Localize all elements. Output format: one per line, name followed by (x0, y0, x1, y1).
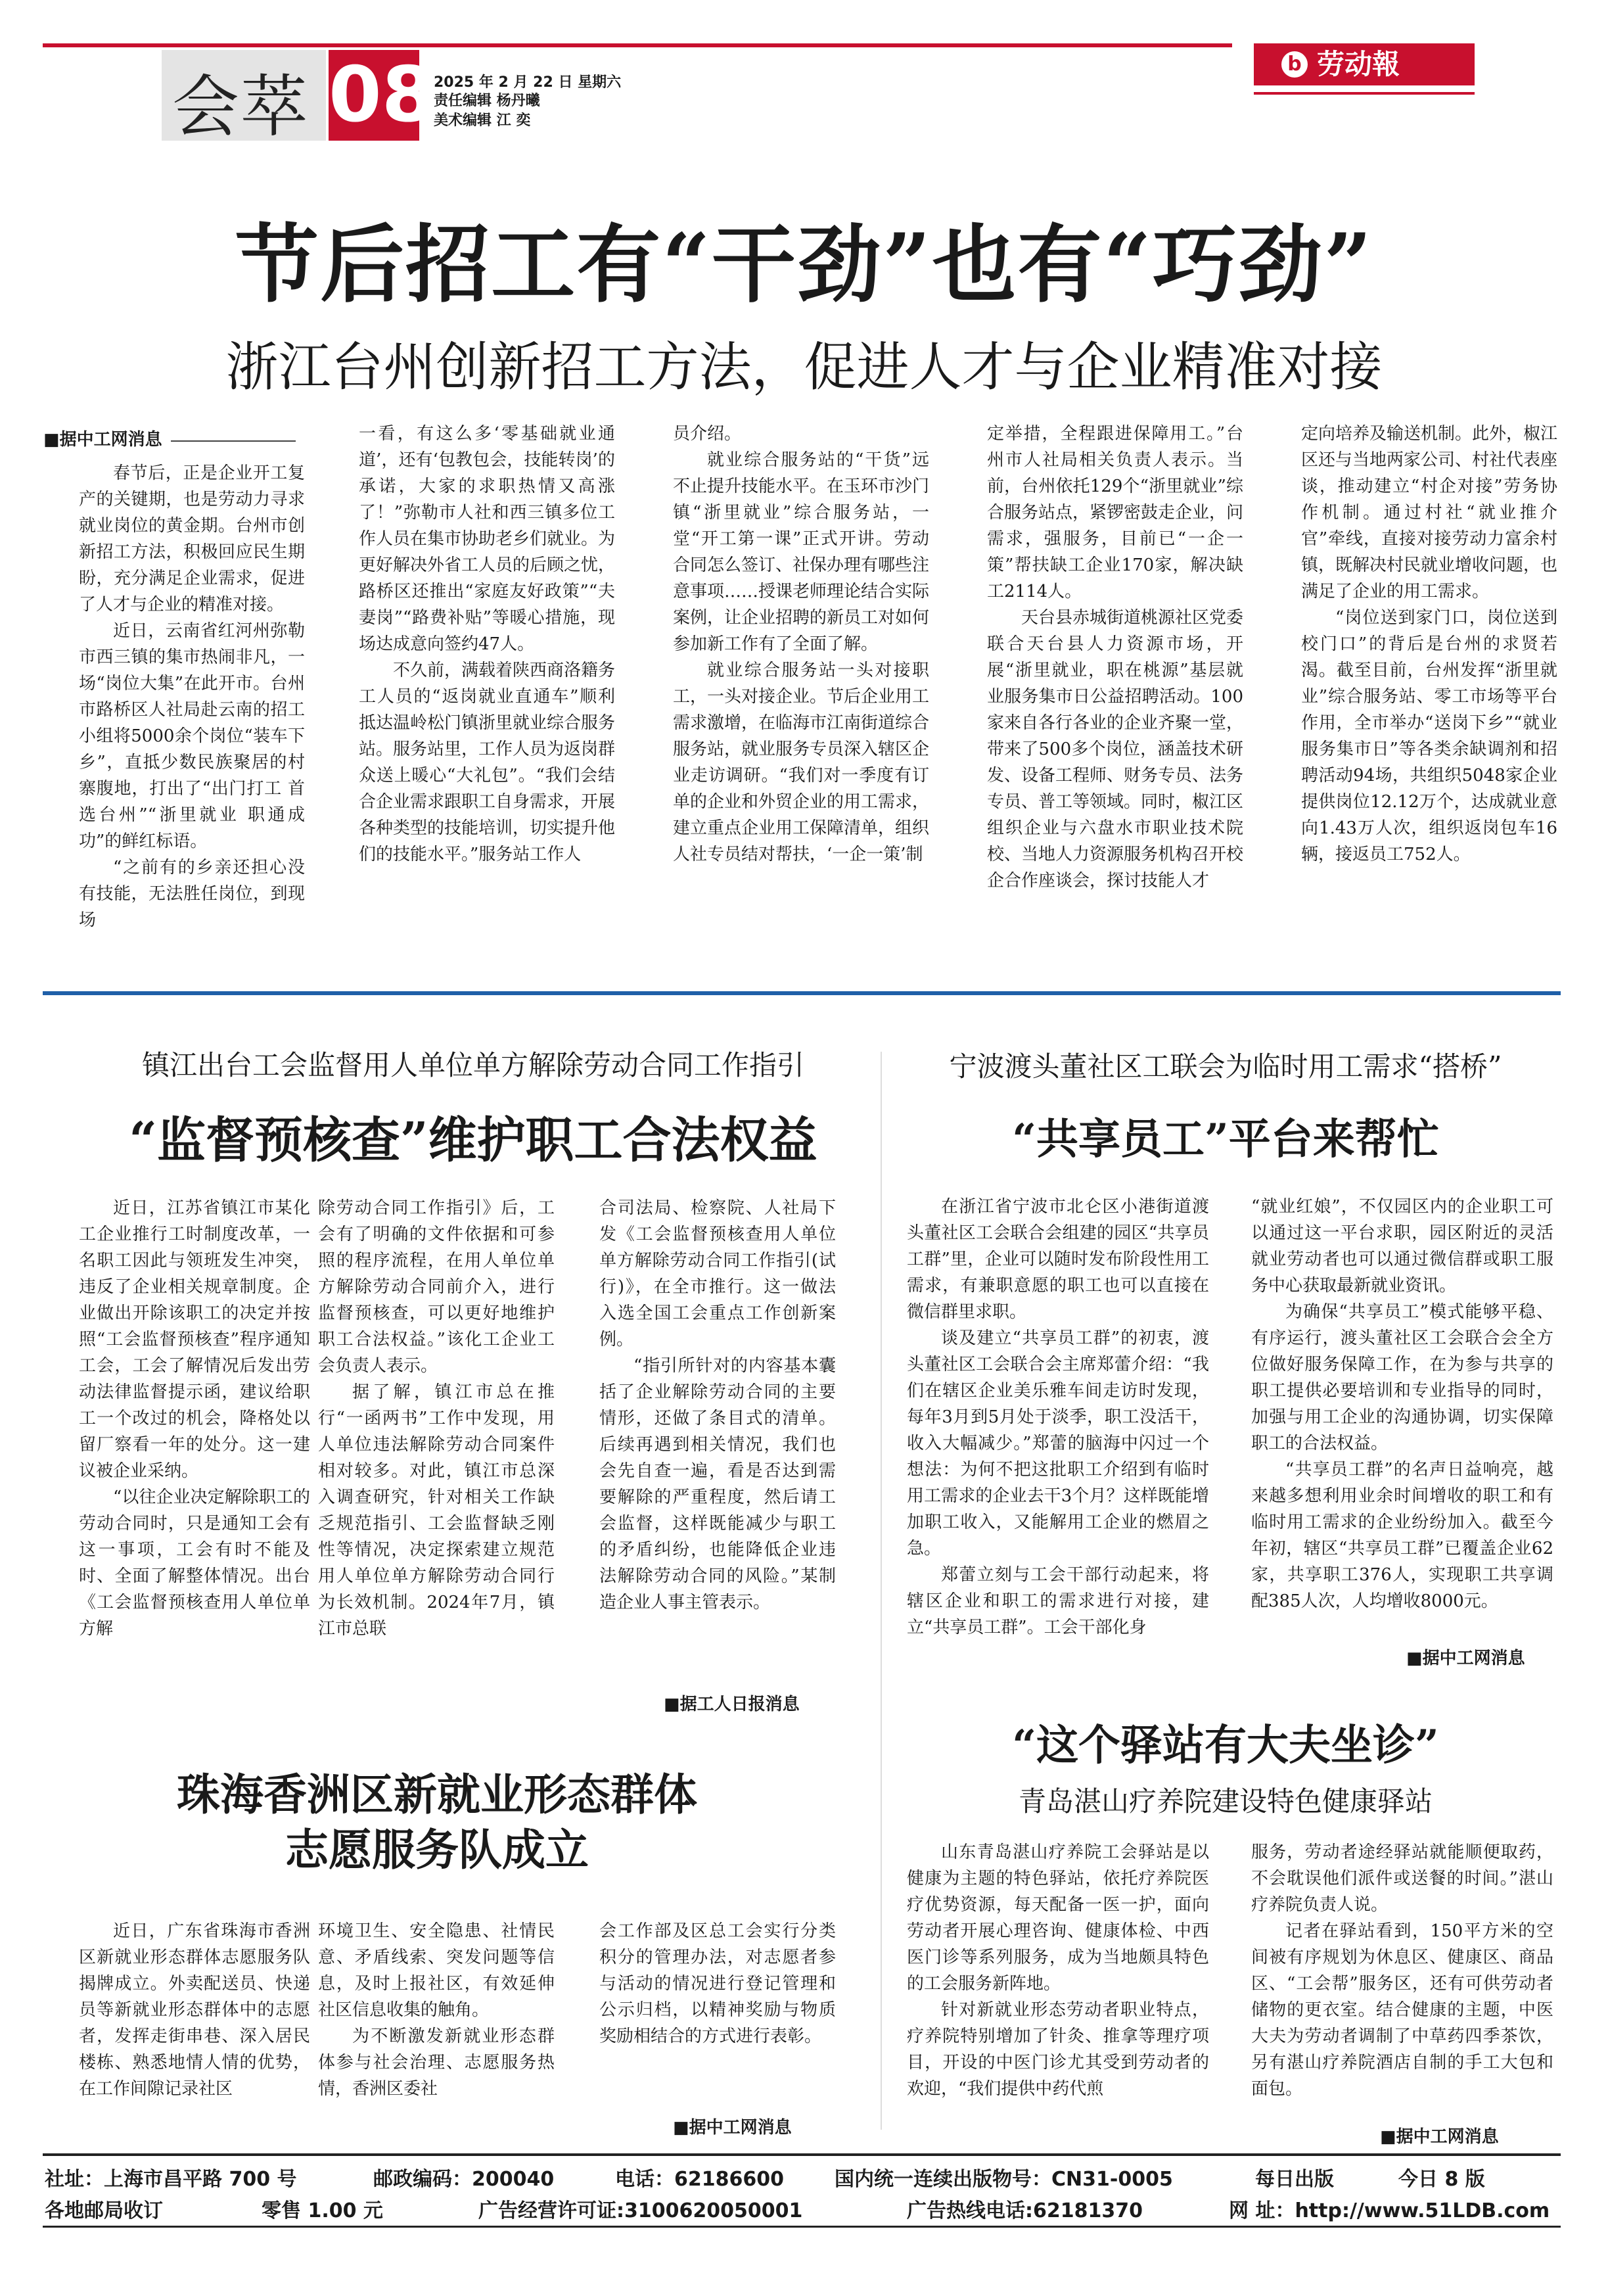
zhuhai-title-line-1: 珠海香洲区新就业形态群体 (177, 1769, 697, 1820)
footer-subscription: 各地邮局收订 (45, 2199, 163, 2222)
footer-ad-hotline: 广告热线电话:62181370 (907, 2199, 1143, 2222)
art-editor-credit: 美术编辑 江 奕 (434, 112, 531, 129)
lead-source: ■据中工网消息 (43, 430, 162, 450)
paragraph: 春节后，正是企业开工复产的关键期，也是劳动力寻求就业岗位的黄金期。台州市创新招工方法，积极回应民生期盼，充分满足企业需求，促进了人才与企业的精准对接。 (79, 463, 305, 615)
zhenjiang-column-2 (318, 1195, 555, 1642)
paragraph: 合司法局、检察院、人社局下发《工会监督预核查用人单位单方解除劳动合同工作指引(试行)》，在全市推行。这一做法入选全国工会重点工作创新案例。 (599, 1198, 836, 1349)
bottom-rule (43, 2226, 1561, 2228)
paragraph: “就业红娘”，不仅园区内的企业职工可以通过这一平台求职，园区附近的灵活就业劳动者也可以通过微信群或职工服务中心获取最新就业资讯。 (1251, 1197, 1553, 1296)
paragraph: 天台县赤城街道桃源社区党委联合天台县人力资源市场，开展“浙里就业，职在桃源”基层就业服务集市日公益招聘活动。100家来自各行各业的企业齐聚一堂，带来了500多个岗位，涵盖技术研发、设备工程师、财务专员、法务专员、普工等领域。同时，椒江区组织企业与六盘水市职业技术院校、当地人力资源服务机构召开校企合作座谈会，探讨技能人才 (987, 608, 1244, 891)
zhuhai-column-2 (318, 1918, 555, 2102)
zhuhai-title (43, 1767, 831, 1877)
qingdao-subtitle: 青岛湛山疗养院建设特色健康驿站 (1018, 1785, 1433, 1817)
source-underline (171, 440, 296, 442)
lead-column-2 (359, 421, 615, 868)
qingdao-title: “这个驿站有大夫坐诊” (1012, 1721, 1439, 1770)
lead-title: 节后招工有“干劲”也有“巧劲” (235, 216, 1373, 314)
paragraph: “以往企业决定解除职工的劳动合同时，只是通知工会有这一事项，工会有时不能及时、全面了解整体情况。出台《工会监督预核查用人单位单方解 (79, 1488, 310, 1639)
paragraph: 谈及建立“共享员工群”的初衷，渡头董社区工会联合会主席郑蕾介绍：“我们在辖区企业美乐雅车间走访时发现，每年3月到5月处于淡季，职工没活干，收入大幅减少。”郑蕾的脑海中闪过一个想法：为何不把这批职工介绍到有临时用工需求的企业去干3个月？这样既能增加职工收入，又能解用工企业的燃眉之急。 (907, 1328, 1209, 1558)
paragraph: 近日，广东省珠海市香洲区新就业形态群体志愿服务队揭牌成立。外卖配送员、快递员等新就业形态群体中的志愿者，发挥走街串巷、深入居民楼栋、熟悉地情人情的优势，在工作间隙记录社区 (79, 1921, 310, 2099)
ningbo-source: ■据中工网消息 (1406, 1649, 1525, 1668)
zhuhai-source: ■据中工网消息 (673, 2118, 792, 2138)
zhenjiang-column-1 (79, 1195, 310, 1642)
paragraph: 为确保“共享员工”模式能够平稳、有序运行，渡头董社区工会联合会全方位做好服务保障工作，在为参与共享的职工提供必要培训和专业指导的同时，加强与用工企业的沟通协调，切实保障职工的合法权益。 (1251, 1302, 1553, 1453)
footer-cn-number: 国内统一连续出版物号：CN31-0005 (835, 2168, 1173, 2191)
paragraph: 据了解，镇江市总在推行“一函两书”工作中发现，用人单位违法解除劳动合同案件相对较多。对此，镇江市总深入调查研究，针对相关工作缺乏规范指引、工会监督缺乏刚性等情况，决定探索建立规范用人单位单方解除劳动合同行为长效机制。2024年7月，镇江市总联 (318, 1382, 555, 1639)
footer-website-link[interactable]: 网 址：http://www.51LDB.com (1229, 2199, 1550, 2222)
qingdao-source: ■据中工网消息 (1380, 2127, 1499, 2147)
footer-phone: 电话：62186600 (615, 2168, 784, 2191)
paragraph: 定举措，全程跟进保障用工。”台州市人社局相关负责人表示。当前，台州依托129个“浙里就业”综合服务站点，紧锣密鼓走企业，问需求，强服务，目前已“一企一策”帮扶缺工企业170家，解决缺工2114人。 (987, 424, 1244, 601)
paragraph: 定向培养及输送机制。此外，椒江区还与当地两家公司、村社代表座谈，推动建立“村企对接”劳务协作机制。通过村社“就业推介官”牵线，直接对接劳动力富余村镇，既解决村民就业增收问题，也满足了企业的用工需求。 (1301, 424, 1558, 601)
zhenjiang-kicker: 镇江出台工会监督用人单位单方解除劳动合同工作指引 (141, 1049, 804, 1081)
paragraph: 针对新就业形态劳动者职业特点，疗养院特别增加了针灸、推拿等理疗项目，开设的中医门诊尤其受到劳动者的欢迎，“我们提供中药代煎 (907, 2000, 1209, 2099)
paragraph: 记者在驿站看到，150平方米的空间被有序规划为休息区、健康区、商品区、“工会帮”服务区，还有可供劳动者储物的更衣室。结合健康的主题，中医大夫为劳动者调制了中草药四季茶饮，另有湛山疗养院酒店自制的手工大包和面包。 (1251, 1921, 1553, 2099)
ningbo-column-1 (907, 1194, 1209, 1641)
page-number: 08 (329, 51, 435, 139)
logo-rule (1254, 92, 1475, 95)
footer-daily: 每日出版 (1255, 2168, 1334, 2191)
section-name: 会萃 (172, 68, 309, 147)
zhuhai-column-1 (79, 1918, 310, 2102)
paragraph: 近日，云南省红河州弥勒市西三镇的集市热闹非凡，一场“岗位大集”在此开市。台州市路桥区人社局赴云南的招工小组将5000余个岗位“装车下乡”，直抵少数民族聚居的村寨腹地，打出了“出门打工 首选台州”“浙里就业 职通成功”的鲜红标语。 (79, 621, 305, 851)
qingdao-column-2 (1251, 1839, 1553, 2102)
lead-column-5 (1301, 421, 1557, 868)
zhenjiang-source: ■据工人日报消息 (664, 1695, 800, 1714)
paragraph: “指引所针对的内容基本囊括了企业解除劳动合同的主要情形，还做了条目式的清单。后续再遇到相关情况，我们也会先自查一遍，看是否达到需要解除的严重程度，然后请工会监督，这样既能减少与职工的矛盾纠纷，也能降低企业违法解除劳动合同的风险。”某制造企业人事主管表示。 (599, 1356, 836, 1612)
logo-text: 劳动報 (1317, 48, 1400, 80)
paragraph: “之前有的乡亲还担心没有技能，无法胜任岗位，到现场 (79, 858, 305, 930)
footer-address: 社址：上海市昌平路 700 号 (45, 2168, 297, 2191)
zhenjiang-title: “监督预核查”维护职工合法权益 (129, 1112, 817, 1169)
logo-icon: b (1281, 51, 1308, 78)
paragraph: 郑蕾立刻与工会干部行动起来，将辖区企业和职工的需求进行对接，建立“共享员工群”。工会干部化身 (907, 1565, 1209, 1637)
lead-column-3 (673, 421, 929, 868)
paragraph: 不久前，满载着陕西商洛籍务工人员的“返岗就业直通车”顺利抵达温岭松门镇浙里就业综合服务站。服务站里，工作人员为返岗群众送上暖心“大礼包”。“我们会结合企业需求跟职工自身需求，开展各种类型的技能培训，切实提升他们的技能水平。”服务站工作人 (359, 661, 616, 864)
section-divider (43, 991, 1561, 995)
paragraph: “共享员工群”的名声日益响亮，越来越多想利用业余时间增收的职工和有临时用工需求的企业纷纷加入。截至今年初，辖区“共享员工群”已覆盖企业62家，共享职工376人，实现职工共享调配385人次，人均增收8000元。 (1251, 1460, 1553, 1611)
paragraph: 会工作部及区总工会实行分类积分的管理办法，对志愿者参与活动的情况进行登记管理和公示归档，以精神奖励与物质奖励相结合的方式进行表彰。 (599, 1921, 836, 2046)
zhenjiang-column-3 (599, 1195, 836, 1616)
paragraph: 为不断激发新就业形态群体参与社会治理、志愿服务热情，香洲区委社 (318, 2027, 555, 2099)
paragraph: “岗位送到家门口，岗位送到校门口”的背后是台州的求贤若渴。截至目前，台州发挥“浙里就业”综合服务站、零工市场等平台作用，全市举办“送岗下乡”“就业服务集市日”等各类余缺调剂和招聘活动94场，共组织5048家企业提供岗位12.12万个，达成就业意向1.43万人次，组织返岗包车16辆，接返员工752人。 (1301, 608, 1557, 864)
paragraph: 除劳动合同工作指引》后，工会有了明确的文件依据和可参照的程序流程，在用人单位单方解除劳动合同前介入，进行监督预核查，可以更好地维护职工合法权益。”该化工企业工会负责人表示。 (318, 1198, 555, 1376)
qingdao-column-1 (907, 1839, 1209, 2102)
lead-column-4 (987, 421, 1243, 894)
ningbo-title: “共享员工”平台来帮忙 (1012, 1115, 1439, 1164)
footer-postcode: 邮政编码：200040 (373, 2168, 555, 2191)
paragraph: 近日，江苏省镇江市某化工企业推行工时制度改革，一名职工因此与领班发生冲突，违反了企业相关规章制度。企业做出开除该职工的决定并按照“工会监督预核查”程序通知工会，工会了解情况后发出劳动法律监督提示函，建议给职工一个改过的机会，降格处以留厂察看一年的处分。这一建议被企业采纳。 (79, 1198, 310, 1481)
column-separator (881, 1052, 882, 2130)
footer-rule (43, 2153, 1561, 2156)
paragraph: 一看，有这么多‘零基础就业通道’，还有‘包教包会，技能转岗’的承诺，大家的求职热情又高涨了！”弥勒市人社和西三镇多位工作人员在集市协助老乡们就业。为更好解决外省工人员的后顾之忧，路桥区还推出“家庭友好政策”“夫妻岗”“路费补贴”等暖心措施，现场达成意向签约47人。 (359, 424, 616, 654)
paragraph: 就业综合服务站一头对接职工，一头对接企业。节后企业用工需求激增，在临海市江南街道综合服务站，就业服务专员深入辖区企业走访调研。“我们对一季度有订单的企业和外贸企业的用工需求，建立重点企业用工保障清单，组织人社专员结对帮扶，‘一企一策’制 (673, 661, 930, 864)
lead-subtitle: 浙江台州创新招工方法，促进人才与企业精准对接 (225, 337, 1383, 398)
paragraph: 在浙江省宁波市北仑区小港街道渡头董社区工会联合会组建的园区“共享员工群”里，企业可以随时发布阶段性用工需求，有兼职意愿的职工也可以直接在微信群里求职。 (907, 1197, 1209, 1322)
issue-date: 2025 年 2 月 22 日 星期六 (434, 74, 622, 91)
newspaper-logo[interactable] (1254, 43, 1475, 85)
footer-price: 零售 1.00 元 (262, 2199, 383, 2222)
lead-column-1 (79, 460, 305, 933)
top-red-rule (43, 43, 1232, 47)
footer-page-count: 今日 8 版 (1398, 2168, 1485, 2191)
ningbo-kicker: 宁波渡头董社区工联会为临时用工需求“搭桥” (949, 1050, 1502, 1083)
ningbo-column-2 (1251, 1194, 1553, 1614)
zhuhai-title-line-2: 志愿服务队成立 (285, 1824, 589, 1875)
editor-credit: 责任编辑 杨丹曦 (434, 93, 540, 109)
paragraph: 环境卫生、安全隐患、社情民意、矛盾线索、突发问题等信息，及时上报社区，有效延伸社区信息收集的触角。 (318, 1921, 555, 2020)
paragraph: 员介绍。 (673, 424, 742, 444)
zhuhai-column-3 (599, 1918, 836, 2050)
footer-ad-license: 广告经营许可证:3100620050001 (478, 2199, 803, 2222)
paragraph: 服务，劳动者途经驿站就能顺便取药，不会耽误他们派件或送餐的时间。”湛山疗养院负责人说。 (1251, 1842, 1553, 1915)
paragraph: 山东青岛湛山疗养院工会驿站是以健康为主题的特色驿站，依托疗养院医疗优势资源，每天配备一医一护，面向劳动者开展心理咨询、健康体检、中西医门诊等系列服务，成为当地颇具特色的工会服务新阵地。 (907, 1842, 1209, 1994)
paragraph: 就业综合服务站的“干货”远不止提升技能水平。在玉环市沙门镇“浙里就业”综合服务站，一堂“开工第一课”正式开讲。劳动合同怎么签订、社保办理有哪些注意事项……授课老师理论结合实际案例，让企业招聘的新员工对如何参加新工作有了全面了解。 (673, 450, 930, 654)
